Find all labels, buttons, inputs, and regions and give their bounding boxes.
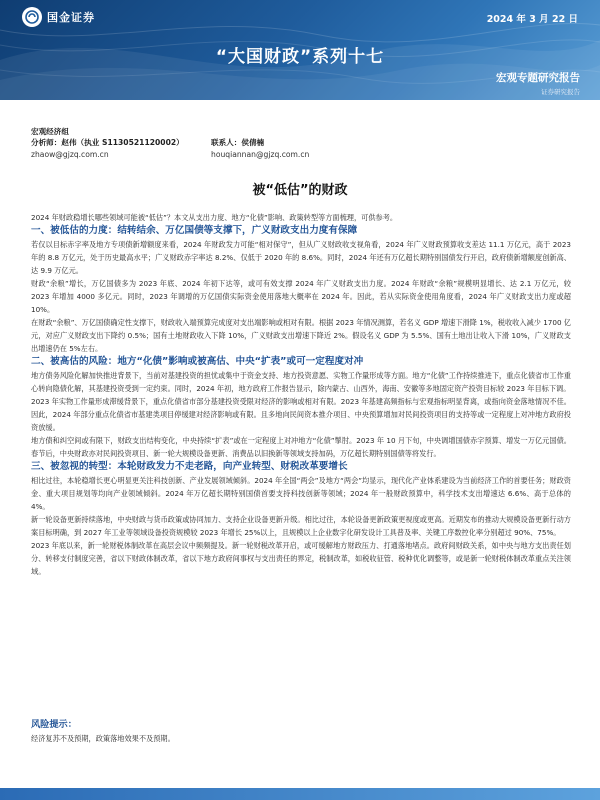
company-logo [22,7,95,27]
author-names-row [31,137,571,148]
risk-heading: 风险提示： [31,719,77,730]
risk-warning [31,718,571,745]
risk-text: 经济复苏不及预期，政策落地效果不及预期。 [31,734,175,743]
author-emails-row [31,149,571,160]
author-block [31,126,571,160]
section-2-paragraph: 2023 年实物工作量形成滞缓背景下，重点化债省市部分基建投资受限对经济的影响或相对有限。2023 年基建高频指标与宏观指标明显背离，或指向资金落地情况不佳。因此，2024 年部分重点化债省市基建类项目停缓建对经济影响或有限。且多地向民间资本推介项目、中央预算增加对民间投资项目的支持等或一定程度上对冲地方政府投资放缓。 [31,397,571,432]
section-heading-3: 三、被忽视的转型：本轮财政发力不走老路，向产业转型、财税改革要增长 [31,461,348,472]
analyst-label: 分析师： [31,138,62,148]
section-1-paragraph: 若仅以目标赤字率及地方专项债新增额度来看，2024 年财政发力可能“相对保守”，但从广义财政收支视角看，2024 年广义财政预算收支差达 11.1 万亿元，高于 2023 年的 8.8 万亿元，处于历史最高水平；广义财政赤字率达 8.2%、仅低于 2020 年的 8.6%。同时，2024 年还有万亿超长期特别国债发行开启，政府债新增额度创新高、达 9.9 万亿元。 [31,240,571,275]
report-type: 宏观专题研究报告 [496,72,580,84]
section-1-paragraph: 财政“余粮”增长，万亿国债多为 2023 年底、2024 年初下达等，或可有效支撑 2024 年广义财政支出力度。2024 年财政“余粮”规模明显增长、达 2.1 万亿元，较 2023 年增加 4000 多亿元。同时，2023 年调增的万亿国债实际资金使用落地大概率在 2024 年。因此，若从实际资金使用角度看，2024 年广义财政支出力度或超 10%。 [31,279,571,314]
header-banner [0,0,600,100]
contact-label: 联系人： [211,138,242,148]
contact-email[interactable]: houqiannan@gjzq.com.cn [211,149,310,159]
section-2-paragraph: 地方债和纠空间或有限下，财政支出结构变化，中央持续“扩表”或在一定程度上对冲地方“化债”掣肘。2023 年 10 月下旬，中央调增国债赤字预算、增发一万亿元国债。春节后，中央财政亦对民间投资项目、新一轮大规模设备更新、消费品以旧换新等领域支持加码，万亿超长期特别国债等将发行。 [31,436,571,458]
section-2-paragraph: 地方债务风险化解加快推进背景下，当前对基建投资的担忧或集中于资金支持、地方投资意愿、实物工作量形成等方面。地方“化债”工作持续推进下，重点化债省市工作重心转向隐债化解，其基建投资受到一定约束。同时，2024 年初，地方政府工作报告显示，除内蒙古、山西外，海南、安徽等多地固定资产投资目标较 2023 年目标下调。 [31,371,571,393]
logo-emblem-icon [22,7,42,27]
intro-paragraph: 2024 年财政稳增长哪些领域可能被“低估”？本文从支出力度、地方“化债”影响、政策转型等方面梳理，可供参考。 [31,213,398,222]
contact-name: 侯倩楠 [241,138,265,148]
section-1-paragraph: 在财政“余粮”、万亿国债确定性支撑下，财政收入端预算完成度对支出端影响或相对有限。根据 2023 年情况测算，若名义 GDP 增速下滑降 1%，税收收入减少 1700 亿元，对应广义财政支出下降约 0.5%；国有土地财政收入下降 10%，广义财政支出增速下降近 2%。假设名义 GDP 为 5.5%、国有土地出让收入下滑 10%，广义财政支出增速仍在 5%左右。 [31,318,571,353]
analyst-name: 赵伟（执业 S1130521120002） [61,138,184,148]
section-3-paragraph: 2023 年底以来，新一轮财税体制改革在高层会议中频频提及。新一轮财税改革开启，或可缓解地方财政压力、打通落地堵点。政府间财政关系，如中央与地方支出责任划分、转移支付制度完善，省以下财政体制改革，省以下地方政府间事权与支出责任的界定，税制改革，如税收征管、税种优化调整等，或是新一轮财税体制改革重点关注领域。 [31,541,571,576]
section-heading-2: 二、被高估的风险：地方“化债”影响或被高估、中央“扩表”或可一定程度对冲 [31,356,364,367]
logo-text: 国金证券 [47,11,95,24]
footer-bar [0,788,600,800]
page-title: 被“低估”的财政 [252,183,348,198]
section-3-paragraph: 相比过往，本轮稳增长更心明显更关注科技创新、产业发展领域倾斜。2024 年全国“两会”及地方“两会”均显示，现代化产业体系建设为当前经济工作的首要任务；财政资金、重大项目规划等均向产业领域倾斜。2024 年万亿超长期特别国债首要支持科技创新等领域；2024 年一般财政预算中，科学技术支出增速达 6.6%、高于总体的 4%。 [31,476,571,511]
report-date: 2024 年 3 月 22 日 [486,14,578,25]
section-3-paragraph: 新一轮设备更新持续落地，中央财政与货币政策或协同加力、支持企业设备更新升级。相比过往，本轮设备更新政策更视度或更高。近期发布的推动大规模设备更新行动方案目标明确，到 2027 年工业等领域设备投资规模较 2023 年增长 25%以上，且规模以上企业数字化研发设计工具普及率、关键工序数控化率分别超过 90%、75%。 [31,515,571,537]
series-title: “大国财政”系列十七 [215,47,385,67]
report-body [31,211,571,578]
analyst-email[interactable]: zhaow@gjzq.com.cn [31,149,109,159]
report-subtype: 证券研究报告 [541,88,580,96]
research-group: 宏观经济组 [31,127,69,136]
section-heading-1: 一、被低估的力度：结转结余、万亿国债等支撑下，广义财政支出力度有保障 [31,225,358,236]
